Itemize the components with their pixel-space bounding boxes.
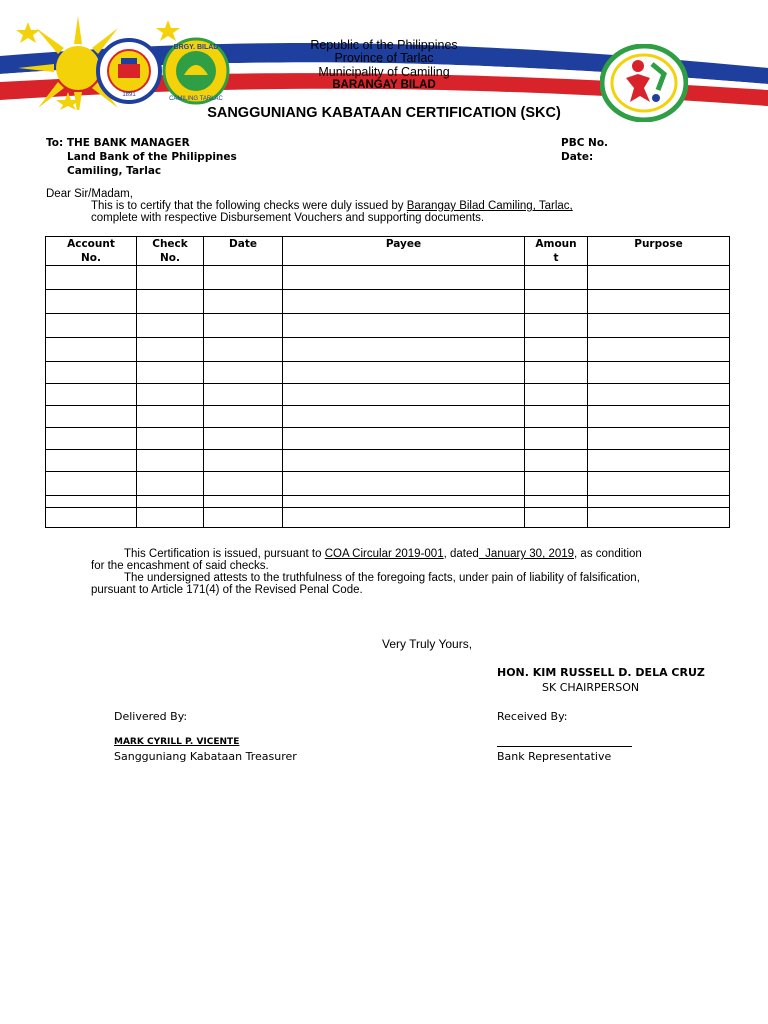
attestation-paragraph-line2: pursuant to Article 171(4) of the Revised Penal Code. (91, 584, 363, 596)
country-line: Republic of the Philippines (310, 38, 458, 52)
table-cell[interactable] (525, 290, 588, 314)
table-cell[interactable] (137, 362, 204, 384)
table-cell[interactable] (588, 406, 730, 428)
table-row (46, 508, 730, 528)
table-cell[interactable] (588, 362, 730, 384)
table-cell[interactable] (525, 428, 588, 450)
table-row (46, 384, 730, 406)
table-cell[interactable] (525, 450, 588, 472)
table-row (46, 338, 730, 362)
bank-location: Camiling, Tarlac (67, 165, 162, 177)
table-cell[interactable] (46, 508, 137, 528)
certify-paragraph (91, 200, 573, 212)
table-cell[interactable] (588, 428, 730, 450)
table-row (46, 266, 730, 290)
table-cell[interactable] (137, 428, 204, 450)
table-cell[interactable] (588, 450, 730, 472)
attestation-paragraph: The undersigned attests to the truthfulness of the foregoing facts, under pain of liability of falsification, (124, 572, 640, 584)
table-cell[interactable] (283, 266, 525, 290)
table-row (46, 314, 730, 338)
checks-table (45, 236, 730, 528)
table-cell[interactable] (204, 314, 283, 338)
table-cell[interactable] (204, 496, 283, 508)
svg-text:CAMILING TARLAC: CAMILING TARLAC (169, 96, 223, 102)
table-cell[interactable] (283, 362, 525, 384)
table-cell[interactable] (46, 338, 137, 362)
table-cell[interactable] (525, 384, 588, 406)
pbc-number-label: PBC No. (561, 137, 609, 149)
table-cell[interactable] (283, 496, 525, 508)
table-cell[interactable] (283, 290, 525, 314)
table-row (46, 290, 730, 314)
table-cell[interactable] (137, 290, 204, 314)
table-cell[interactable] (525, 472, 588, 496)
table-cell[interactable] (588, 290, 730, 314)
chairperson-name: HON. KIM RUSSELL D. DELA CRUZ (497, 666, 705, 679)
table-cell[interactable] (588, 472, 730, 496)
valediction: Very Truly Yours, (382, 637, 473, 651)
svg-text:BRGY. BILAD: BRGY. BILAD (173, 44, 219, 51)
table-cell[interactable] (588, 266, 730, 290)
table-row (46, 362, 730, 384)
treasurer-name: MARK CYRILL P. VICENTE (114, 737, 240, 747)
circular-date: January 30, 2019 (478, 548, 575, 560)
barangay-line: BARANGAY BILAD (332, 79, 436, 91)
table-cell[interactable] (525, 362, 588, 384)
certify-paragraph-line2: complete with respective Disbursement Vouchers and supporting documents. (91, 212, 485, 224)
table-cell[interactable] (204, 266, 283, 290)
table-cell[interactable] (204, 290, 283, 314)
column-header-payee: Payee (283, 237, 525, 266)
table-cell[interactable] (46, 428, 137, 450)
table-cell[interactable] (204, 472, 283, 496)
certify-text: This is to certify that the following checks were duly issued by (91, 200, 407, 212)
table-cell[interactable] (137, 314, 204, 338)
table-cell[interactable] (204, 406, 283, 428)
table-cell[interactable] (46, 384, 137, 406)
bank-representative-label: Bank Representative (497, 750, 612, 763)
table-cell[interactable] (46, 290, 137, 314)
table-cell[interactable] (46, 406, 137, 428)
column-header-purpose: Purpose (588, 237, 730, 266)
table-cell[interactable] (137, 266, 204, 290)
table-row (46, 406, 730, 428)
received-by-label: Received By: (497, 710, 568, 723)
table-cell[interactable] (137, 450, 204, 472)
table-cell[interactable] (525, 338, 588, 362)
signature-line (497, 746, 632, 747)
table-cell[interactable] (204, 338, 283, 362)
table-cell[interactable] (46, 472, 137, 496)
municipality-line: Municipality of Camiling (318, 65, 450, 79)
table-cell[interactable] (283, 314, 525, 338)
chairperson-title: SK CHAIRPERSON (542, 681, 640, 694)
column-header-date: Date (204, 237, 283, 266)
table-cell[interactable] (46, 362, 137, 384)
column-header-check-no: Check No. (137, 237, 204, 266)
table-cell[interactable] (525, 406, 588, 428)
issuer-name: Barangay Bilad Camiling, Tarlac, (406, 200, 573, 212)
date-label: Date: (561, 151, 594, 163)
table-row (46, 428, 730, 450)
coa-circular-reference: COA Circular 2019-001 (324, 548, 444, 560)
bank-name: Land Bank of the Philippines (67, 151, 237, 163)
table-cell[interactable] (283, 338, 525, 362)
column-header-amount: Amoun t (525, 237, 588, 266)
table-cell[interactable] (204, 362, 283, 384)
table-cell[interactable] (588, 508, 730, 528)
table-cell[interactable] (46, 450, 137, 472)
table-cell[interactable] (204, 384, 283, 406)
table-cell[interactable] (204, 428, 283, 450)
table-cell[interactable] (283, 472, 525, 496)
addressee-line: To: THE BANK MANAGER (46, 137, 190, 149)
table-cell[interactable] (525, 266, 588, 290)
table-row (46, 496, 730, 508)
table-cell[interactable] (525, 314, 588, 338)
table-cell[interactable] (283, 406, 525, 428)
table-cell[interactable] (525, 508, 588, 528)
document-title: SANGGUNIANG KABATAAN CERTIFICATION (SKC) (207, 105, 561, 121)
issuance-paragraph: This Certification is issued, pursuant to COA Circular 2019-001, dated January 30, 2019, as condition (124, 548, 642, 560)
salutation: Dear Sir/Madam, (46, 188, 133, 200)
table-cell[interactable] (525, 496, 588, 508)
table-cell[interactable] (588, 338, 730, 362)
table-cell[interactable] (46, 314, 137, 338)
table-cell[interactable] (46, 496, 137, 508)
table-cell[interactable] (283, 428, 525, 450)
province-line: Province of Tarlac (334, 51, 434, 65)
table-cell[interactable] (137, 496, 204, 508)
svg-text:1891: 1891 (122, 92, 136, 98)
table-cell[interactable] (46, 266, 137, 290)
delivered-by-label: Delivered By: (114, 710, 188, 723)
table-cell[interactable] (283, 384, 525, 406)
table-cell[interactable] (137, 384, 204, 406)
table-cell[interactable] (204, 508, 283, 528)
table-cell[interactable] (137, 508, 204, 528)
treasurer-title: Sangguniang Kabataan Treasurer (114, 750, 297, 763)
table-header-row (46, 237, 730, 266)
table-cell[interactable] (283, 450, 525, 472)
table-cell[interactable] (204, 450, 283, 472)
table-cell[interactable] (137, 406, 204, 428)
issuance-paragraph-line2: for the encashment of said checks. (91, 560, 269, 572)
table-cell[interactable] (588, 314, 730, 338)
column-header-account-no: Account No. (46, 237, 137, 266)
table-row (46, 450, 730, 472)
table-cell[interactable] (588, 384, 730, 406)
table-cell[interactable] (137, 338, 204, 362)
table-row (46, 472, 730, 496)
table-cell[interactable] (137, 472, 204, 496)
table-cell[interactable] (283, 508, 525, 528)
table-cell[interactable] (588, 496, 730, 508)
